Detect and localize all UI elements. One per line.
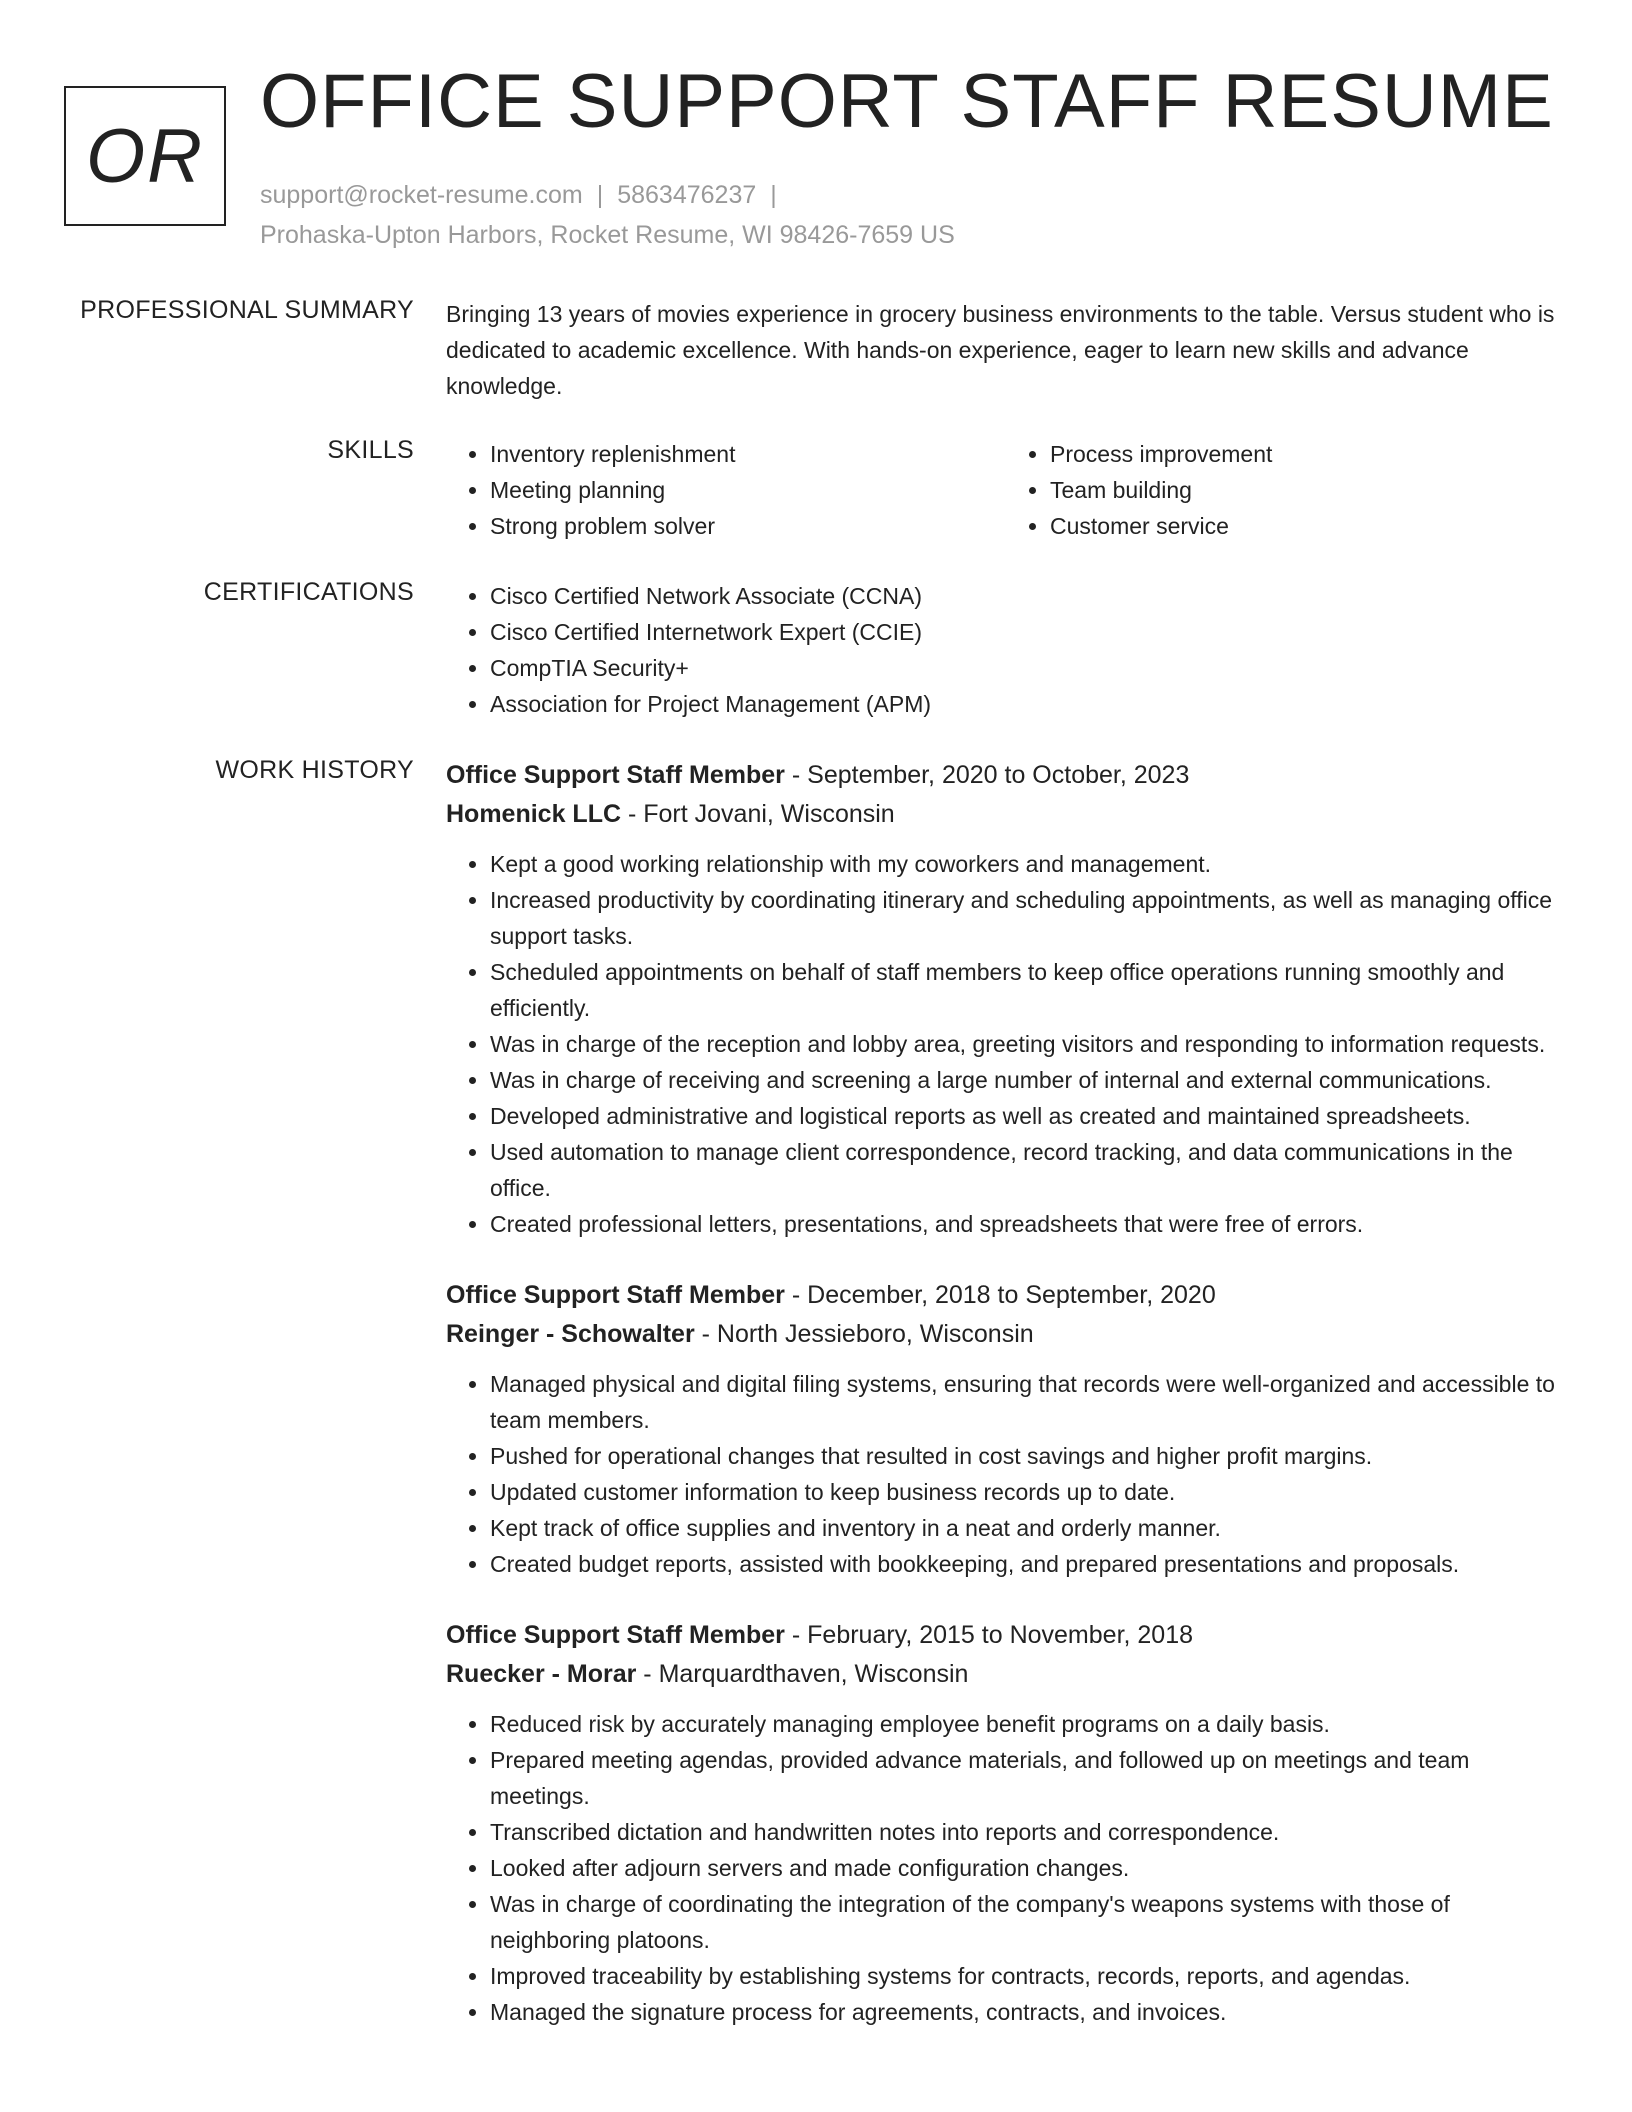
job-bullet: • Transcribed dictation and handwritten notes into reports and correspondence. xyxy=(490,1814,1566,1850)
certifications-list xyxy=(446,578,1566,722)
skill-item: • Strong problem solver xyxy=(490,508,1006,544)
job-bullet: • Managed physical and digital filing systems, ensuring that records were well-organized and accessible to team members. xyxy=(490,1366,1566,1438)
skill-item: • Inventory replenishment xyxy=(490,436,1006,472)
job-company: Ruecker - Morar xyxy=(446,1660,637,1688)
job-bullet: • Reduced risk by accurately managing employee benefit programs on a daily basis. xyxy=(490,1706,1566,1742)
job-title: Office Support Staff Member xyxy=(446,1621,785,1649)
work-history-heading: WORK HISTORY xyxy=(215,756,414,784)
job-bullets xyxy=(446,1366,1566,1582)
job-bullet: • Was in charge of receiving and screening a large number of internal and external communications. xyxy=(490,1062,1566,1098)
job-bullets xyxy=(446,1706,1566,2030)
job-company: Homenick LLC xyxy=(446,800,622,828)
skill-item: • Process improvement xyxy=(1050,436,1566,472)
job-bullet: • Kept track of office supplies and inventory in a neat and orderly manner. xyxy=(490,1510,1566,1546)
skills-heading: SKILLS xyxy=(327,436,414,464)
summary-text: Bringing 13 years of movies experience in grocery business environments to the table. Versus student who is dedicated to academic excellence. With hands-on experience, eager to learn new skills and advance knowledge. xyxy=(446,301,1555,399)
summary-heading: PROFESSIONAL SUMMARY xyxy=(80,296,414,324)
certification-item: • CompTIA Security+ xyxy=(490,650,1566,686)
work-history-body xyxy=(446,756,1566,2030)
monogram-initials: OR xyxy=(86,113,204,199)
contact-email[interactable]: support@rocket-resume.com xyxy=(260,181,583,209)
skills-column-1 xyxy=(446,436,1006,544)
job-entry xyxy=(446,1616,1566,2030)
job-bullets xyxy=(446,846,1566,1242)
job-bullet: • Created professional letters, presentations, and spreadsheets that were free of errors. xyxy=(490,1206,1566,1242)
job-bullet: • Used automation to manage client correspondence, record tracking, and data communications in the office. xyxy=(490,1134,1566,1206)
certifications-body xyxy=(446,578,1566,722)
job-dates: - December, 2018 to September, 2020 xyxy=(784,1281,1216,1309)
job-bullet: • Improved traceability by establishing systems for contracts, records, reports, and agendas. xyxy=(490,1958,1566,1994)
job-bullet: • Kept a good working relationship with my coworkers and management. xyxy=(490,846,1566,882)
job-company: Reinger - Schowalter xyxy=(446,1320,695,1348)
job-title: Office Support Staff Member xyxy=(446,1281,785,1309)
job-bullet: • Was in charge of the reception and lobby area, greeting visitors and responding to information requests. xyxy=(490,1026,1566,1062)
contact-separator: | xyxy=(596,181,604,209)
job-bullet: • Created budget reports, assisted with bookkeeping, and prepared presentations and proposals. xyxy=(490,1546,1566,1582)
job-dates: - September, 2020 to October, 2023 xyxy=(784,761,1190,789)
job-location: - Fort Jovani, Wisconsin xyxy=(621,800,895,828)
certification-item: • Cisco Certified Network Associate (CCNA) xyxy=(490,578,1566,614)
skill-item: • Team building xyxy=(1050,472,1566,508)
summary-body xyxy=(446,296,1566,404)
job-location: - Marquardthaven, Wisconsin xyxy=(636,1660,969,1688)
job-bullet: • Looked after adjourn servers and made configuration changes. xyxy=(490,1850,1566,1886)
job-bullet: • Prepared meeting agendas, provided advance materials, and followed up on meetings and team meetings. xyxy=(490,1742,1566,1814)
skill-item: • Customer service xyxy=(1050,508,1566,544)
certification-item: • Association for Project Management (APM) xyxy=(490,686,1566,722)
job-bullet: • Scheduled appointments on behalf of staff members to keep office operations running smoothly and efficiently. xyxy=(490,954,1566,1026)
job-bullet: • Managed the signature process for agreements, contracts, and invoices. xyxy=(490,1994,1566,2030)
skills-body xyxy=(446,436,1566,544)
certification-item: • Cisco Certified Internetwork Expert (CCIE) xyxy=(490,614,1566,650)
certifications-heading: CERTIFICATIONS xyxy=(203,578,414,606)
contact-separator: | xyxy=(770,181,777,209)
skill-item: • Meeting planning xyxy=(490,472,1006,508)
job-bullet: • Pushed for operational changes that resulted in cost savings and higher profit margins. xyxy=(490,1438,1566,1474)
job-bullet: • Developed administrative and logistical reports as well as created and maintained spreadsheets. xyxy=(490,1098,1566,1134)
contact-info xyxy=(260,175,955,255)
contact-address: Prohaska-Upton Harbors, Rocket Resume, WI 98426-7659 US xyxy=(260,221,955,249)
job-entry xyxy=(446,756,1566,1242)
job-dates: - February, 2015 to November, 2018 xyxy=(784,1621,1194,1649)
job-title: Office Support Staff Member xyxy=(446,761,785,789)
job-location: - North Jessieboro, Wisconsin xyxy=(694,1320,1034,1348)
monogram-box xyxy=(64,86,226,226)
job-bullet: • Increased productivity by coordinating itinerary and scheduling appointments, as well as managing office support tasks. xyxy=(490,882,1566,954)
job-entry xyxy=(446,1276,1566,1582)
page-title: OFFICE SUPPORT STAFF RESUME xyxy=(260,59,1554,144)
job-bullet: • Was in charge of coordinating the integration of the company's weapons systems with those of neighboring platoons. xyxy=(490,1886,1566,1958)
contact-phone[interactable]: 5863476237 xyxy=(617,181,757,209)
skills-column-2 xyxy=(1006,436,1566,544)
job-bullet: • Updated customer information to keep business records up to date. xyxy=(490,1474,1566,1510)
